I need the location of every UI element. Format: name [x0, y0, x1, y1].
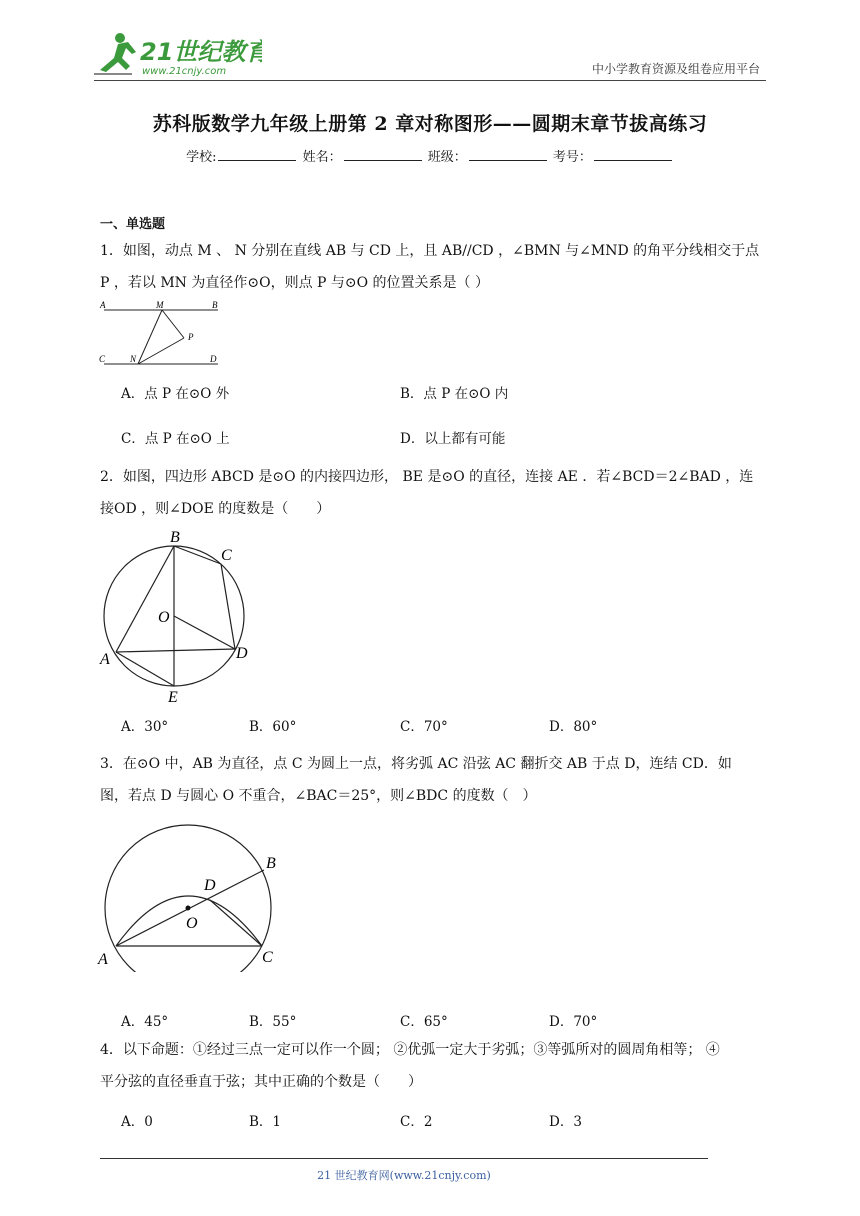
fig2-label-e: E — [168, 689, 178, 704]
fig3-label-d: D — [204, 877, 216, 894]
q2-option-b[interactable]: B．60° — [249, 719, 297, 735]
page-title: 苏科版数学九年级上册第 2 章对称图形——圆期末章节拔高练习 — [152, 113, 708, 135]
fig1-label-p: P — [188, 332, 194, 342]
header-platform-text: 中小学教育资源及组卷应用平台 — [591, 62, 760, 76]
q4-option-d[interactable]: D．3 — [549, 1114, 582, 1130]
fig2-label-a: A — [100, 651, 110, 668]
fig2-label-c: C — [221, 547, 232, 564]
fig1-label-n: N — [130, 354, 137, 364]
header-divider — [94, 80, 766, 81]
question-3-line-1: 3．在⊙O 中，AB 为直径，点 C 为圆上一点，将劣弧 AC 沿弦 AC 翻折交 AB 于点 D，连结 CD．如 — [100, 756, 732, 772]
q3-option-d[interactable]: D．70° — [549, 1014, 598, 1030]
footer-divider — [100, 1158, 708, 1159]
q2-option-d[interactable]: D．80° — [549, 719, 598, 735]
section-heading: 一、单选题 — [100, 217, 166, 232]
student-info-line — [0, 146, 860, 165]
class-label: 班级： — [427, 150, 467, 165]
fig2-label-o: O — [158, 609, 170, 626]
runner-icon — [94, 33, 136, 74]
exam-no-blank[interactable] — [594, 148, 672, 161]
q2-option-c[interactable]: C．70° — [400, 719, 448, 735]
logo-text: 21世纪教育 — [140, 38, 262, 66]
fig2-label-d: D — [236, 645, 248, 662]
footer-link[interactable]: 21 世纪教育网(www.21cnjy.com) — [317, 1169, 491, 1182]
q3-option-b[interactable]: B．55° — [249, 1014, 297, 1030]
question-4-line-1: 4．以下命题：①经过三点一定可以作一个圆； ②优弧一定大于劣弧；③等弧所对的圆周角相等； ④ — [100, 1042, 720, 1058]
q1-option-b[interactable]: B．点 P 在⊙O 内 — [400, 386, 509, 402]
fig1-label-b: B — [212, 300, 218, 310]
q4-option-b[interactable]: B．1 — [249, 1114, 282, 1130]
school-label: 学校: — [186, 150, 217, 165]
question-4-line-2: 平分弦的直径垂直于弦；其中正确的个数是（ ） — [100, 1074, 422, 1090]
question-4 — [100, 1034, 765, 1098]
q1-option-a[interactable]: A．点 P 在⊙O 外 — [121, 386, 230, 402]
logo-subtext: www.21cnjy.com — [142, 66, 227, 77]
fig1-label-c: C — [99, 354, 106, 364]
fig3-label-o: O — [186, 915, 198, 932]
school-blank[interactable] — [218, 148, 296, 161]
question-3-figure — [96, 822, 286, 972]
fig3-label-b: B — [266, 855, 276, 872]
question-1-figure — [98, 298, 228, 370]
q4-option-c[interactable]: C．2 — [400, 1114, 433, 1130]
fig1-label-a: A — [100, 300, 106, 310]
question-2 — [100, 461, 765, 525]
question-2-figure — [98, 524, 258, 704]
fig3-label-a: A — [98, 951, 108, 968]
question-1-line-1: 1．如图，动点 M 、 N 分别在直线 AB 与 CD 上，且 AB//CD ，∠BMN 与∠MND 的角平分线相交于点 — [100, 243, 760, 259]
question-2-line-2: 接OD ，则∠DOE 的度数是（ ） — [100, 501, 331, 517]
name-label: 姓名： — [302, 150, 342, 165]
q1-option-c[interactable]: C．点 P 在⊙O 上 — [121, 431, 230, 447]
question-3-line-2: 图，若点 D 与圆心 O 不重合，∠BAC＝25°，则∠BDC 的度数（ ） — [100, 788, 537, 804]
question-2-line-1: 2．如图，四边形 ABCD 是⊙O 的内接四边形， BE 是⊙O 的直径，连接 AE ．若∠BCD＝2∠BAD ，连 — [100, 469, 754, 485]
question-1 — [100, 235, 765, 299]
question-3 — [100, 748, 765, 812]
fig1-label-d: D — [210, 354, 217, 364]
q4-option-a[interactable]: A．0 — [121, 1114, 153, 1130]
q1-option-d[interactable]: D．以上都有可能 — [400, 431, 506, 447]
class-blank[interactable] — [469, 148, 547, 161]
fig1-label-m: M — [156, 300, 164, 310]
q2-option-a[interactable]: A．30° — [121, 719, 169, 735]
name-blank[interactable] — [344, 148, 422, 161]
fig2-label-b: B — [170, 529, 180, 546]
q3-option-c[interactable]: C．65° — [400, 1014, 448, 1030]
exam-no-label: 考号： — [552, 150, 592, 165]
site-logo — [92, 30, 262, 80]
q3-option-a[interactable]: A．45° — [121, 1014, 169, 1030]
fig3-label-c: C — [262, 949, 273, 966]
question-1-line-2: P ，若以 MN 为直径作⊙O，则点 P 与⊙O 的位置关系是（ ） — [100, 275, 489, 291]
